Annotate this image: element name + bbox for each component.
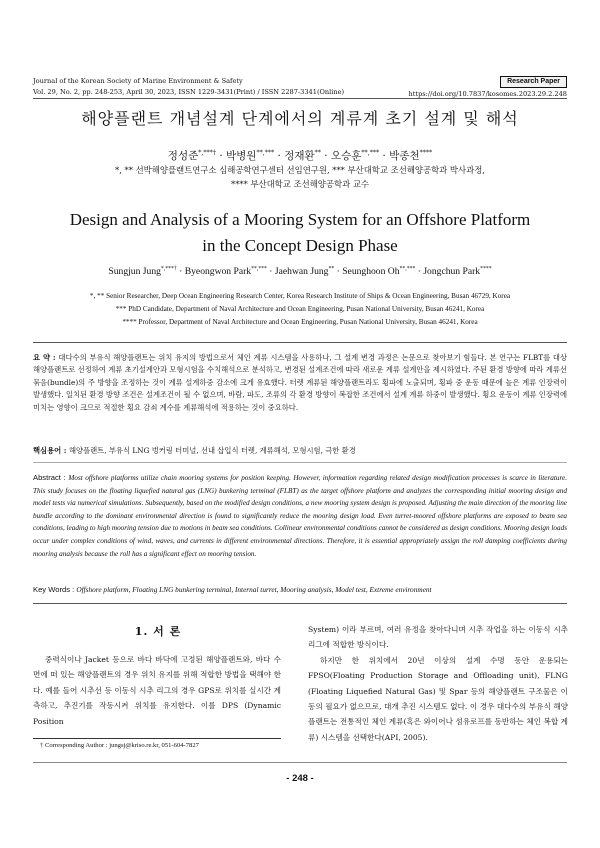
author-separator: · xyxy=(176,266,185,277)
author-separator: · xyxy=(274,150,285,162)
keywords-ko-text: 해양플랜트, 부유식 LNG 벙커링 터미널, 선내 삽입식 터렛, 계류해석, 모형시험, 극한 환경 xyxy=(68,446,356,455)
header-rule xyxy=(33,98,567,99)
header-right xyxy=(327,76,567,100)
keywords-en-text: Offshore platform, Floating LNG bunkering terminal, Internal turret, Mooring analysis, Model test, Extreme environment xyxy=(76,585,432,594)
keywords-en-label: Key Words : xyxy=(33,585,77,594)
paragraph: System) 이라 부르며, 여러 유정을 찾아다니며 시추 작업을 하는 이동식 시추 리그에 적합한 방식이다. xyxy=(308,625,568,650)
author-en: Jaehwan Jung** xyxy=(274,265,335,277)
abstract-en-text: Most offshore platforms utilize chain mooring systems for position keeping. However, information regarding related design modification processes is scarce in literature. This study focuses on the floating liquefied natural gas (LNG) bunkering terminal (FLBT) as the target offshore platform and analyzes the corresponding initial mooring design and model tests via numerical simulations. Subsequently, based on the modified design conditions, a new mooring system design is proposed. Adjusting the main direction of the mooring line bundle according to the dominant environmental direction is found to significantly reduce the mooring design load. Even turret-moored offshore platforms are exposed to beam sea conditions, leading to high mooring tension due to motions in beam sea conditions. Collinear environmental conditions cannot be considered as design conditions. Mooring design loads occur under complex conditions of wind, waves, and currents in different environmental directions. Therefore, it is essential appropriately assign the roll damping coefficients during mooring analysis because the roll has a significant effect on mooring tension. xyxy=(33,474,567,558)
abstract-korean xyxy=(33,352,567,414)
research-paper-badge: Research Paper xyxy=(500,76,567,88)
authors-english xyxy=(0,266,600,277)
abstract-english xyxy=(33,472,567,560)
keywords-english xyxy=(33,585,567,594)
author-en: Jongchun Park**** xyxy=(423,265,492,277)
abstract-en-label: Abstract : xyxy=(33,473,69,482)
paragraph: 하지만 한 위치에서 20년 이상의 설계 수명 동안 운용되는 FPSO(Floating Production Storage and Offloading unit), FLNG (Floating Liquefied Natural Gas) 및 Spar 등의 해양플랜트 구조물은 이동의 필요가 없으므로, 대개 추진 시스템도 없다. 이 경우 대다수의 부유식 해양플랜트는 전통적인 체인 계류(혹은 와이어나 섬유로프를 동반하는 체인 복합 계류) 시스템을 선택한다(API, 2005). xyxy=(308,655,568,742)
page-number: - 248 - xyxy=(286,773,314,784)
corresponding-author-footnote: † Corresponding Author : jungsj@kriso.re.kr, 051-604-7827 xyxy=(40,742,199,749)
section-heading: 1. 서 론 xyxy=(134,625,182,638)
journal-name: Journal of the Korean Society of Marine Environment & Safety xyxy=(33,77,243,85)
keywords-ko-label: 핵심용어 : xyxy=(33,446,69,455)
author-ko: 박종천**** xyxy=(389,149,433,162)
affiliation-line: *, ** 선박해양플랜트연구소 심해공학연구센터 선임연구원, *** 부산대학교 조선해양공학과 박사과정, xyxy=(115,165,485,175)
author-ko: 정성준*,***† xyxy=(167,149,216,162)
author-en: Sungjun Jung*,***† xyxy=(108,265,177,277)
body-column-left: 중력식이나 Jacket 등으로 바다 바닥에 고정된 해양플랜트와, 바다 수면에 떠 있는 해양플랜트의 경우 위치 유지를 위해 적합한 방법을 택해야 한다. 예를 들어 시추선 등 이동식 시추 리그의 경우 GPS로 위치를 실시간 계측하고, 추진기를 작동시켜 위치를 유지한다. 이를 DPS (Dynamic Position xyxy=(33,655,281,726)
keywords-korean xyxy=(33,446,356,456)
page-bottom-rule xyxy=(33,762,567,763)
author-separator: · xyxy=(320,150,331,162)
affiliation-line: **** Professor, Department of Naval Architecture and Ocean Engineering, Pusan National University, Busan 46241, Korea xyxy=(122,318,478,326)
author-separator: · xyxy=(266,266,275,277)
title-english: Design and Analysis of a Mooring System for an Offshore Platform in the Concept Design Phase xyxy=(69,210,531,255)
abstract-ko-text: 대다수의 부유식 해양플랜트는 위치 유지의 방법으로서 체인 계류 시스템을 사용하나, 그 설계 변경 과정은 논문으로 찾아보기 힘들다. 본 연구는 FLBT를 대상 해양플랜트로 선정하여 계류 초기설계안과 모형시험을 수치해석으로 분석하고, 변경된 설계조건에 따라 새로운 계류 설계안을 제시하였다. 주된 환경 방향에 따라 계류선 묶음(bundle)의 주 방향을 조정하는 것이 계류 설계하중 감소에 크게 유효했다. 터렛 계류된 해양플랜트라도 횡파에 노출되며, 횡파 중 운동 때문에 높은 계류 인장력이 발생했다. 일치된 환경 방향 조건은 설계조건이 될 수 없으며, 바람, 파도, 조류의 각 환경 방향이 복잡한 조건에서 설계 계류 하중이 발생했다. 횡요 운동이 계류 인장력에 미치는 영향이 크므로 적절한 횡요 감쇠 계수를 계류해석에 적용하는 것이 중요하다. xyxy=(33,353,567,412)
doi-link[interactable]: https://doi.org/10.7837/kosomes.2023.29.2.248 xyxy=(408,90,567,98)
author-separator: · xyxy=(379,150,390,162)
footnote-rule xyxy=(33,738,281,739)
affiliation-line: *** PhD Candidate, Department of Naval Architecture and Ocean Engineering, Pusan National University, Busan 46241, Korea xyxy=(115,305,485,313)
author-separator: · xyxy=(215,150,226,162)
abstract-bottom-rule xyxy=(33,603,567,604)
abstract-top-rule xyxy=(33,342,567,343)
affiliations-english xyxy=(40,290,560,329)
author-en: Seunghoon Oh**,*** xyxy=(342,265,416,277)
author-separator: · xyxy=(415,266,424,277)
author-ko: 박병원**,*** xyxy=(226,149,275,162)
abstract-mid-rule xyxy=(33,462,567,463)
author-ko: 오승훈**,*** xyxy=(330,149,380,162)
body-column-right xyxy=(308,622,568,745)
author-en: Byeongwon Park**,*** xyxy=(184,265,267,277)
affiliation-line: **** 부산대학교 조선해양공학과 교수 xyxy=(231,178,369,189)
title-korean: 해양플랜트 개념설계 단계에서의 계류계 초기 설계 및 해석 xyxy=(81,109,519,128)
abstract-ko-label: 요 약 : xyxy=(33,353,59,362)
author-ko: 정재환** xyxy=(284,149,321,162)
journal-volume: Vol. 29, No. 2, pp. 248-253, April 30, 2023, ISSN 1229-3431(Print) / ISSN 2287-3341(Online) xyxy=(33,87,345,96)
authors-korean xyxy=(0,148,600,163)
affiliations-korean xyxy=(0,164,600,191)
affiliation-line: *, ** Senior Researcher, Deep Ocean Engineering Research Center, Korea Research Institute of Ships & Ocean Engineering, Busan 46729, Korea xyxy=(89,292,511,300)
author-separator: · xyxy=(334,266,343,277)
